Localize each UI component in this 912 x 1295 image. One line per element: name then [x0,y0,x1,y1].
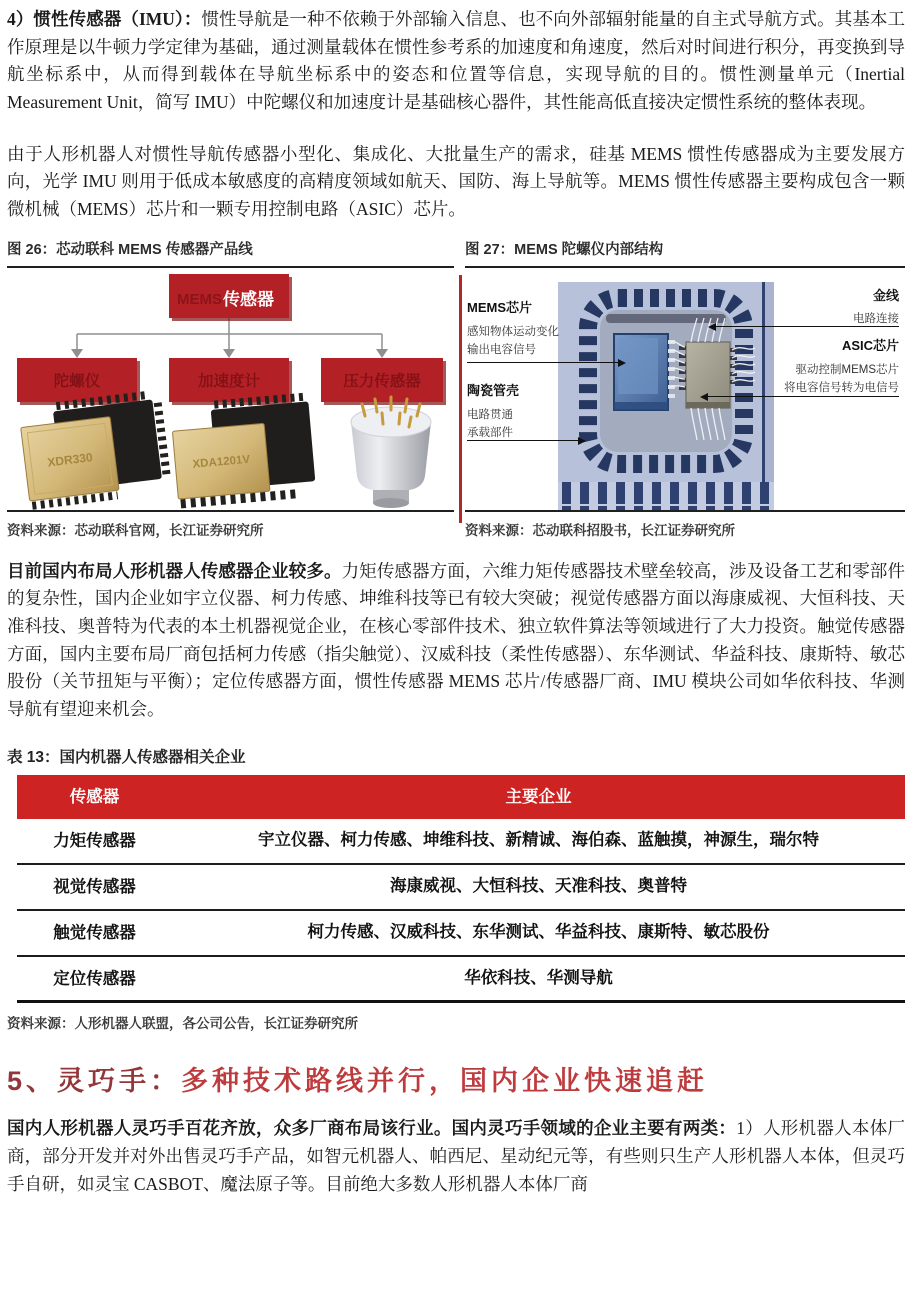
table-row [17,865,905,911]
table-row [17,911,905,957]
arrow-left-icon [707,396,899,397]
companies-cell: 柯力传感、汉威科技、东华测试、华益科技、康斯特、敏芯股份 [307,923,770,942]
chip-model-label: XDA1201V [192,454,251,472]
arrow-down-icon [223,349,235,358]
mems-product-line-illustration [7,268,454,512]
sensor-companies-table [17,775,905,1003]
section-heading-subtitle: 多种技术路线并行，国内企业快速追赶 [181,1066,709,1097]
label-ceramic-package: 陶瓷管壳 电路贯通 承载部件 [467,383,520,439]
org-chart-connectors [77,318,382,350]
arrow-right-icon [467,362,619,363]
asic-die [686,342,730,408]
arrow-right-icon [467,440,579,441]
figure-divider-red-line [459,275,462,523]
table-header-row [17,775,905,819]
sensor-type-cell: 定位传感器 [53,969,136,988]
paragraph-mems-trend: 由于人形机器人对惯性导航传感器小型化、集成化、大批量生产的需求，硅基 MEMS 惯性传感器成为主要发展方向，光学 IMU 则用于低成本敏感度的高精度领域如航天、国防、海上导航等。MEMS 惯性传感器主要构成包含一颗微机械（MEMS）芯片和一颗专用控制电路（ASIC）芯片。 [7,143,905,219]
sensor-type-cell: 视觉传感器 [53,878,136,897]
figures-row [7,239,905,541]
table-row [17,819,905,865]
sensor-companies-table-block [7,746,905,1035]
child-node-label-pressure: 压力传感器 [343,373,421,391]
child-node-label-accelerometer: 加速度计 [197,373,261,391]
label-mems-chip: MEMS芯片 感知物体运动变化 输出电容信号 [467,300,559,356]
figure-26-source: 资料来源：芯动联科官网，长江证券研究所 [7,523,264,539]
sensor-type-cell: 力矩传感器 [53,832,136,851]
root-node-label: 传感器 [223,290,274,310]
arrow-down-icon [71,349,83,358]
paragraph-hand-lead-bold: 国内人形机器人灵巧手百花齐放，众多厂商布局该行业。国内灵巧手领域的企业主要有两类： [7,1118,737,1139]
companies-cell: 海康威视、大恒科技、天准科技、奥普特 [390,877,687,896]
companies-cell: 华依科技、华测导航 [464,968,613,987]
gyroscope-chip-illustration [19,394,169,506]
arrow-left-icon [715,326,899,327]
figure-27-source: 资料来源：芯动联科招股书，长江证券研究所 [465,523,735,539]
root-node-ghost-label: MEMS [177,291,222,309]
table-source: 资料来源：人形机器人联盟，各公司公告，长江证券研究所 [7,1016,358,1032]
arrow-down-icon [376,349,388,358]
figure-26-image [7,268,454,512]
paragraph-imu-intro [7,6,905,117]
paragraph-imu-body: 惯性导航是一种不依赖于外部输入信息、也不向外部辐射能量的自主式导航方式。其基本工作原理是以牛顿力学定律为基础，通过测量载体在惯性参考系的加速度和角速度，然后对时间进行积分，再变换到导航坐标系中，从而得到载体在导航坐标系中的姿态和位置等信息，实现导航的目的。惯性测量单元（Inertial Measurement Unit，简写 IMU）中陀螺仪和加速度计是基础核心器件，其性能高低直接决定惯性系统的整体表现。 [7,9,906,112]
figure-27-caption: 图 27：MEMS 陀螺仪内部结构 [465,239,905,268]
paragraph-domestic-sensor-companies: 目前国内布局人形机器人传感器企业较多。力矩传感器方面，六维力矩传感器技术壁垒较高，涉及设备工艺和零部件的复杂性，国内企业如宇立仪器、柯力传感、坤维科技等已有较大突破；视觉传感器方面以海康威视、大恒科技、天准科技、奥普特为代表的本土机器视觉企业，在核心零部件技术、独立软件算法等领域进行了大力投资。触觉传感器方面，国内主要布局厂商包括柯力传感（指尖触觉）、汉威科技（柔性传感器）、东华测试、华益科技、康斯特、敏芯股份（关节扭矩与平衡）；定位传感器方面，惯性传感器 MEMS 芯片/传感器厂商、IMU 模块公司如华依科技、华测导航有望迎来机会。 [7,560,906,719]
table-header-companies: 主要企业 [505,788,572,807]
label-asic-chip: ASIC芯片 驱动控制MEMS芯片 将电容信号转为电信号 [784,338,899,394]
section-heading-number: 5、灵巧手： [7,1066,182,1097]
companies-cell: 宇立仪器、柯力传感、坤维科技、新精诚、海伯森、蓝触摸，神源生，瑞尔特 [258,831,819,850]
section-heading-dexterous-hand [7,1064,905,1099]
label-gold-wire: 金线 电路连接 [853,288,899,325]
table-caption: 表 13：国内机器人传感器相关企业 [7,748,246,766]
figure-26-caption: 图 26：芯动联科 MEMS 传感器产品线 [7,239,454,268]
table-header-sensor: 传感器 [69,788,120,807]
pressure-sensor-illustration [351,397,431,508]
accelerometer-chip-illustration [170,397,316,505]
paragraph-sensor-lead-bold: 目前国内布局人形机器人传感器企业较多。 [7,560,342,581]
table-row [17,957,905,1003]
figure-26 [7,239,454,541]
sensor-type-cell: 触觉传感器 [53,924,136,943]
paragraph-dexterous-hand-intro: 国内人形机器人灵巧手百花齐放，众多厂商布局该行业。国内灵巧手领域的企业主要有两类：1）人形机器人本体厂商，部分开发并对外出售灵巧手产品，如智元机器人、帕西尼、星动纪元等，有些则只生产人形机器人本体，但灵巧手自研，如灵宝 CASBOT、魔法原子等。目前绝大多数人形机器人本体厂商 [7,1118,906,1194]
figure-27-image [465,268,905,512]
figure-27 [465,239,905,541]
paragraph-imu-lead-bold: 4）惯性传感器（IMU）： [7,9,202,29]
chip-model-label: XDR330 [46,450,94,470]
child-node-label-gyroscope: 陀螺仪 [53,373,101,391]
